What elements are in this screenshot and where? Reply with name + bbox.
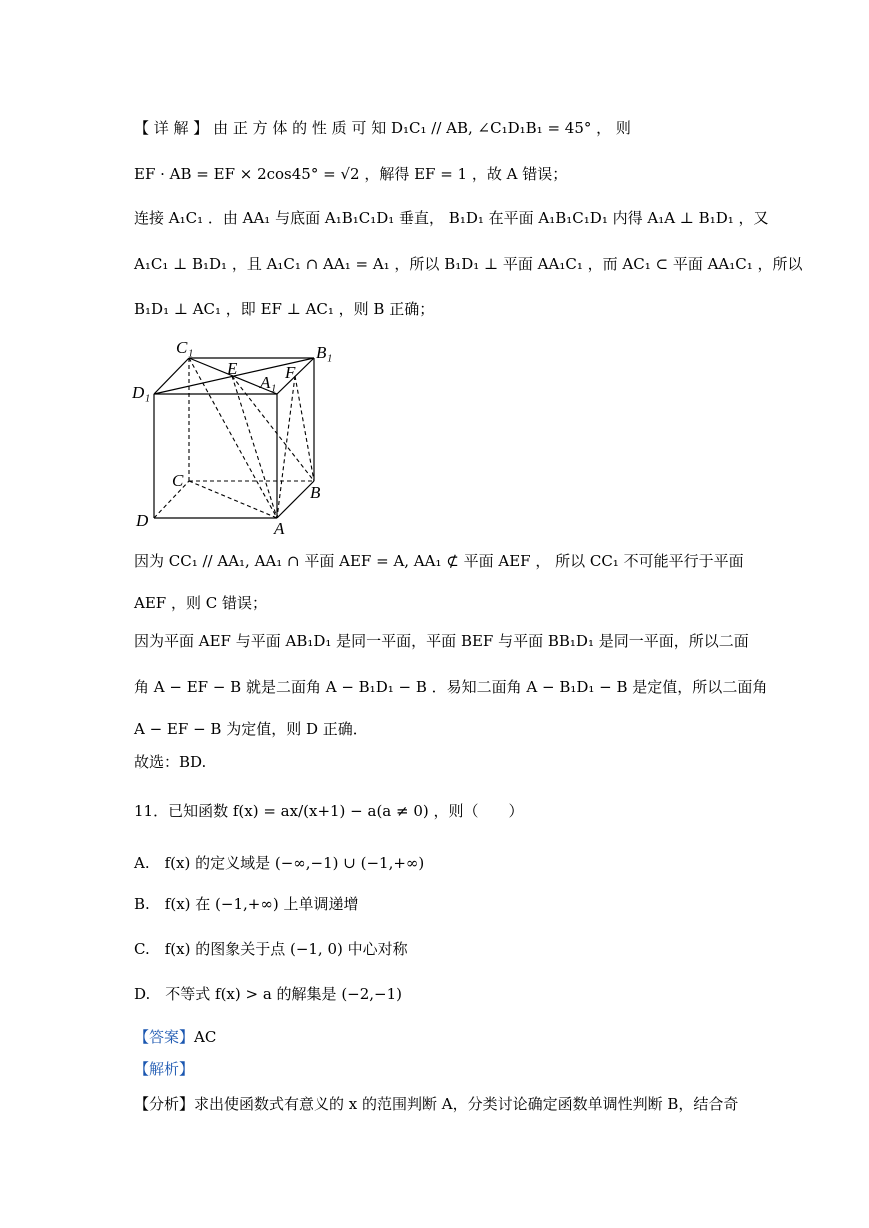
answer-value: AC <box>194 1028 217 1046</box>
fenxi-text: 求出使函数式有意义的 x 的范围判断 A，分类讨论确定函数单调性判断 B，结合奇 <box>194 1095 739 1113</box>
question-stem: 11．已知函数 f(x) = ax/(x+1) − a(a ≠ 0) ，则（ ） <box>134 802 524 820</box>
label-d1: D₁ <box>132 383 151 402</box>
solution-line: 因为 CC₁ // AA₁, AA₁ ∩ 平面 AEF = A, AA₁ ⊄ 平面 AEF ， 所以 CC₁ 不可能平行于平面 <box>134 552 744 570</box>
solution-line: AEF ，则 C 错误； <box>134 594 267 612</box>
label-a: A <box>274 519 285 536</box>
option-a: A. f(x) 的定义域是 (−∞,−1) ∪ (−1,+∞) <box>134 854 425 872</box>
label-b: B <box>310 483 321 502</box>
cube-figure <box>132 336 332 536</box>
answer-line <box>134 1026 216 1047</box>
solution-line: 【 详 解 】 由 正 方 体 的 性 质 可 知 D₁C₁ // AB, ∠C₁D₁B₁ = 45° ， 则 <box>134 119 631 137</box>
label-f: F <box>285 363 296 382</box>
solution-line: 连接 A₁C₁ ．由 AA₁ 与底面 A₁B₁C₁D₁ 垂直， B₁D₁ 在平面 A₁B₁C₁D₁ 内得 A₁A ⊥ B₁D₁ ，又 <box>134 209 769 227</box>
fenxi-tag: 【分析】 <box>134 1095 195 1113</box>
solution-line: A₁C₁ ⊥ B₁D₁ ，且 A₁C₁ ∩ AA₁ = A₁ ，所以 B₁D₁ ⊥ 平面 AA₁C₁ ，而 AC₁ ⊂ 平面 AA₁C₁ ，所以 <box>134 255 803 273</box>
option-c: C. f(x) 的图象关于点 (−1, 0) 中心对称 <box>134 940 408 958</box>
label-a1: A₁ <box>260 373 277 392</box>
label-d: D <box>136 511 149 530</box>
option-d: D. 不等式 f(x) > a 的解集是 (−2,−1) <box>134 985 403 1003</box>
fenxi-line <box>134 1093 738 1114</box>
analysis-tag: 【解析】 <box>134 1060 195 1078</box>
choose-line: 故选：BD. <box>134 753 207 771</box>
label-b1: B₁ <box>316 343 332 362</box>
solution-line: A − EF − B 为定值，则 D 正确． <box>134 720 368 738</box>
label-e: E <box>227 359 238 378</box>
solution-line: B₁D₁ ⊥ AC₁ ，即 EF ⊥ AC₁ ，则 B 正确； <box>134 300 435 318</box>
solution-line: EF · AB = EF × 2cos45° = √2 ，解得 EF = 1 ，故 A 错误； <box>134 165 568 183</box>
label-c1: C₁ <box>176 338 194 357</box>
solution-line: 因为平面 AEF 与平面 AB₁D₁ 是同一平面，平面 BEF 与平面 BB₁D₁ 是同一平面，所以二面 <box>134 632 749 650</box>
label-c: C <box>172 471 184 490</box>
solution-line: 角 A − EF − B 就是二面角 A − B₁D₁ − B ．易知二面角 A − B₁D₁ − B 是定值，所以二面角 <box>134 678 768 696</box>
answer-tag: 【答案】 <box>134 1028 195 1046</box>
option-b: B. f(x) 在 (−1,+∞) 上单调递增 <box>134 895 359 913</box>
